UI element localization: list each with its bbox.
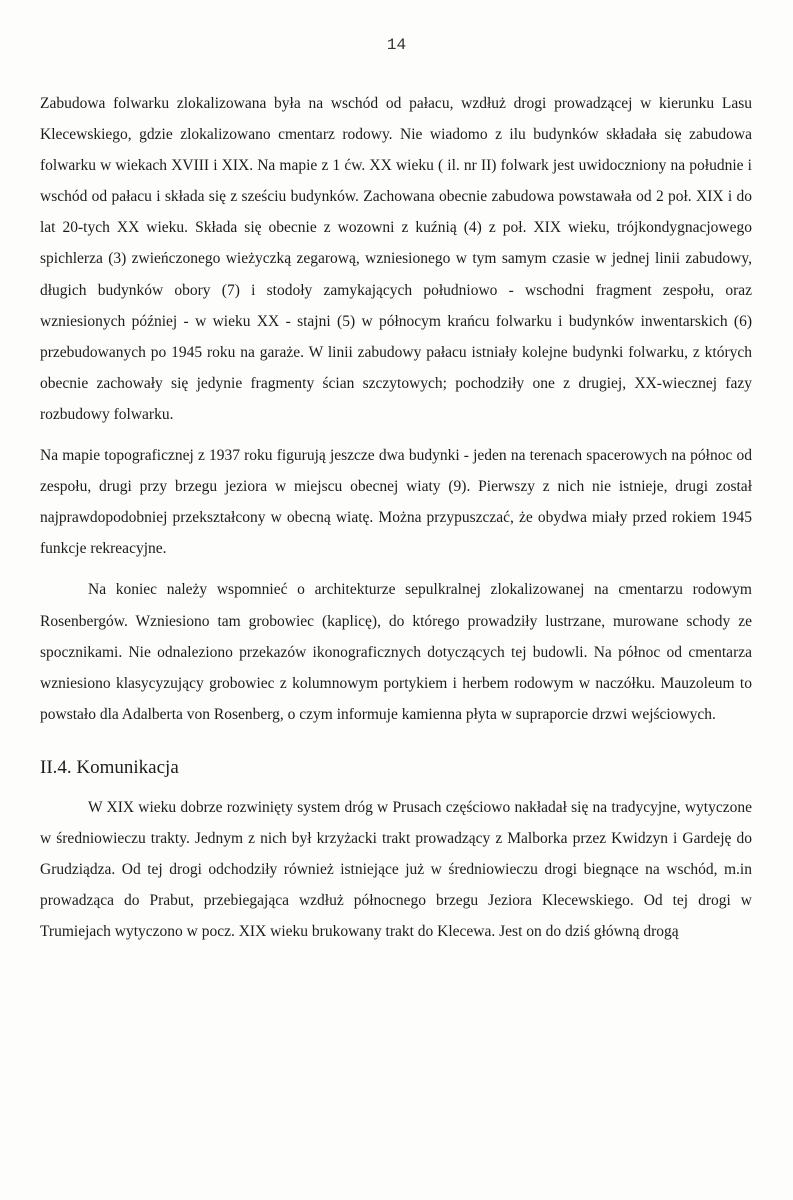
paragraph-sepulchral-architecture: Na koniec należy wspomnieć o architekturze sepulkralnej zlokalizowanej na cmentarzu rodowym Rosenbergów. Wzniesiono tam grobowiec (kaplicę), do którego prowadziły lustrzane, murowane schody ze spocznikami. Nie odnaleziono przekazów ikonograficznych dotyczących tej budowli. Na północ od cmentarza wzniesiono klasycyzujący grobowiec z kolumnowym portykiem i herbem rodowym w naczółku. Mauzoleum to powstało dla Adalberta von Rosenberg, o czym informuje kamienna płyta w supraporcie drzwi wejściowych. bbox=[40, 581, 752, 723]
paragraph-road-system: W XIX wieku dobrze rozwinięty system dróg w Prusach częściowo nakładał się na tradycyjne, wytyczone w średniowieczu trakty. Jednym z nich był krzyżacki trakt prowadzący z Malborka przez Kwidzyn i Gardeję do Grudziądza. Od tej drogi odchodziły również istniejące już w średniowieczu drogi biegnące na wschód, m.in prowadząca do Prabut, przebiegająca wzdłuż północnego brzegu Jeziora Klecewskiego. Od tej drogi w Trumiejach wytyczono w pocz. XIX wieku brukowany trakt do Klecewa. Jest on do dziś główną drogą bbox=[40, 798, 752, 941]
section-heading-komunikacja: II.4. Komunikacja bbox=[40, 756, 179, 778]
page-content bbox=[40, 88, 752, 947]
paragraph-topographic-map: Na mapie topograficznej z 1937 roku figurują jeszcze dwa budynki - jeden na terenach spacerowych na północ od zespołu, drugi przy brzegu jeziora w miejscu obecnej wiaty (9). Pierwszy z nich nie istnieje, drugi został najprawdopodobniej przekształcony w obecną wiatę. Można przypuszczać, że obydwa miały przed rokiem 1945 funkcje rekreacyjne. bbox=[40, 447, 752, 558]
page-number: 14 bbox=[386, 36, 407, 54]
paragraph-folwark-buildings: Zabudowa folwarku zlokalizowana była na wschód od pałacu, wzdłuż drogi prowadzącej w kierunku Lasu Klecewskiego, gdzie zlokalizowano cmentarz rodowy. Nie wiadomo z ilu budynków składała się zabudowa folwarku w wiekach XVIII i XIX. Na mapie z 1 ćw. XX wieku ( il. nr II) folwark jest uwidoczniony na południe i wschód od pałacu i składa się z sześciu budynków. Zachowana obecnie zabudowa powstawała od 2 poł. XIX i do lat 20-tych XX wieku. Składa się obecnie z wozowni z kuźnią (4) z poł. XIX wieku, trójkondygnacjowego spichlerza (3) zwieńczonego wieżyczką zegarową, wzniesionego w tym samym czasie w jednej linii zabudowy, długich budynków obory (7) i stodoły zamykających południowo - wschodni fragment zespołu, oraz wzniesionych później - w wieku XX - stajni (5) w północym krańcu folwarku i budynków inwentarskich (6) przebudowanych po 1945 roku na garaże. W linii zabudowy pałacu istniały kolejne budynki folwarku, z których obecnie zachowały się jedynie fragmenty ścian szczytowych; pochodziły one z drugiej, XX-wiecznej fazy rozbudowy folwarku. bbox=[40, 95, 752, 423]
